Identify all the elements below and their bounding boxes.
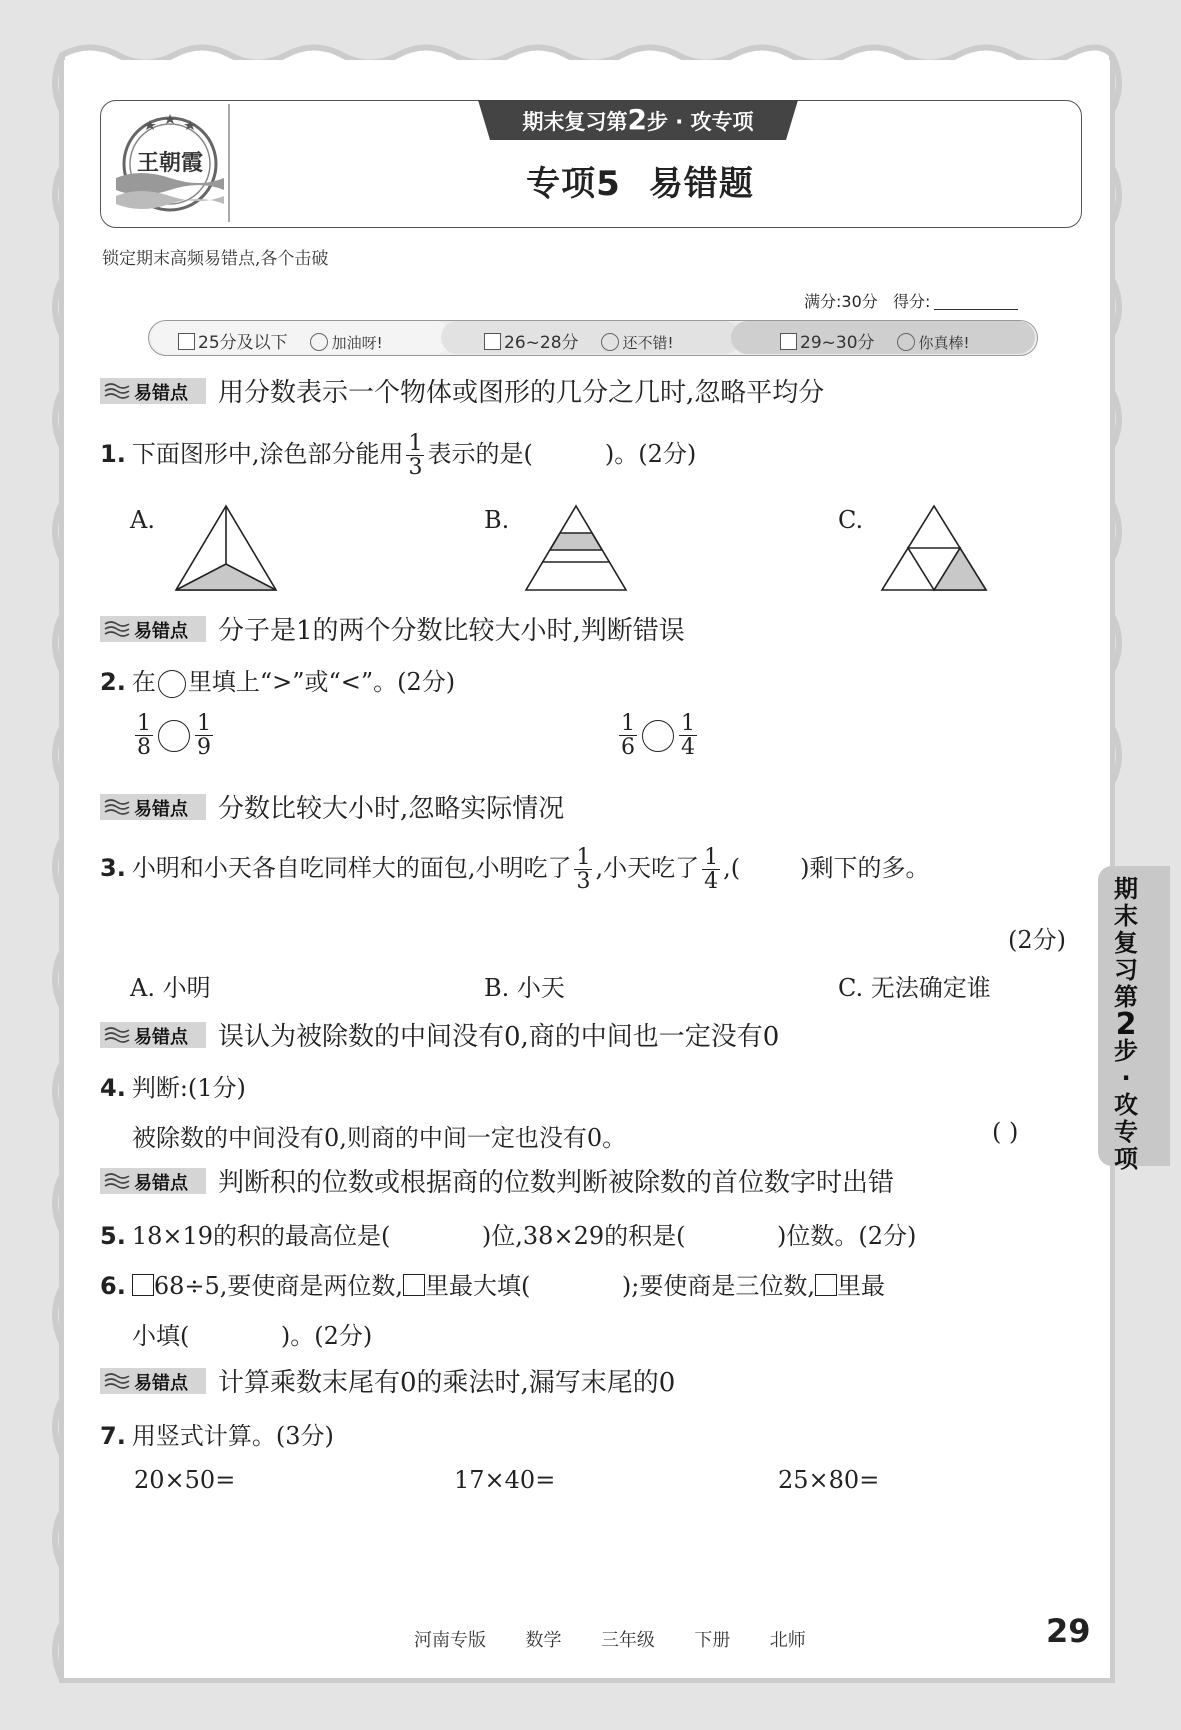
q1-option-c[interactable]: C. xyxy=(838,506,864,534)
q4-statement: 被除数的中间没有0,则商的中间一定也没有0。 xyxy=(132,1124,627,1152)
question-1: 1. 下面图形中,涂色部分能用 $\frac{1}{3}$ 表示的是( )。(2分) xyxy=(100,431,697,481)
page-title: 专项5 易错题 xyxy=(526,164,754,204)
triangle-b-figure xyxy=(524,504,628,592)
question-7: 7. 用竖式计算。(3分) xyxy=(100,1422,334,1450)
question-6: 6. 68÷5,要使商是两位数, 里最大填( );要使商是三位数, 里最 xyxy=(100,1272,886,1300)
q3-option-a[interactable]: A. 小明 xyxy=(130,974,211,1002)
footer-info: 河南专版 数学 三年级 下册 北师 xyxy=(414,1630,806,1651)
header-tab: 期末复习第2步 · 攻专项 xyxy=(522,103,754,136)
side-tab-char: 复 xyxy=(1114,929,1138,957)
face-icon xyxy=(601,333,619,351)
digit-box[interactable] xyxy=(403,1274,425,1296)
banner-divider xyxy=(228,104,230,222)
subtitle: 锁定期末高频易错点,各个击破 xyxy=(102,249,329,269)
q1-option-a[interactable]: A. xyxy=(130,506,155,534)
publisher-logo xyxy=(110,108,230,220)
score-blank[interactable] xyxy=(934,295,1018,310)
wave-icon xyxy=(104,799,130,815)
q6-line2: 小填( )。(2分) xyxy=(132,1322,373,1350)
wave-icon xyxy=(104,383,130,399)
triangle-a-figure xyxy=(174,504,278,592)
question-5: 5. 18×19的积的最高位是( )位,38×29的积是( )位数。(2分) xyxy=(100,1222,917,1250)
face-icon xyxy=(310,333,328,351)
error-badge: 易错点 xyxy=(100,1022,206,1048)
side-tab-char: 第 xyxy=(1114,983,1138,1011)
wave-icon xyxy=(104,1173,130,1189)
q3-option-b[interactable]: B. 小天 xyxy=(484,974,565,1002)
checkbox[interactable] xyxy=(780,333,797,350)
wave-icon xyxy=(104,1027,130,1043)
score-line: 满分:30分 得分: xyxy=(804,289,1018,312)
q3-option-c[interactable]: C. 无法确定谁 xyxy=(838,974,991,1002)
side-tab-char: 攻 xyxy=(1114,1091,1138,1119)
question-3: 3. 小明和小天各自吃同样大的面包,小明吃了 $\frac{1}{3}$ ,小天吃了 $\frac{1}{4}$ ,( )剩下的多。 xyxy=(100,845,930,895)
q2-item-a: $\frac{1}{8}$ $\frac{1}{9}$ xyxy=(137,711,211,761)
error-badge: 易错点 xyxy=(100,616,206,642)
wave-icon xyxy=(104,1373,130,1389)
compare-circle[interactable] xyxy=(158,720,190,752)
svg-text:王朝霞: 王朝霞 xyxy=(136,150,204,176)
rating-item-1: 25分及以下 加油呀! xyxy=(178,328,383,353)
q7-expr-3: 25×80= xyxy=(778,1466,880,1494)
digit-box[interactable] xyxy=(815,1274,837,1296)
error-badge: 易错点 xyxy=(100,1368,206,1394)
page-number: 29 xyxy=(1046,1612,1091,1650)
side-tab-char: 末 xyxy=(1114,902,1138,930)
side-tab-char: 项 xyxy=(1114,1145,1138,1173)
question-2: 2. 在 里填上“>”或“<”。(2分) xyxy=(100,668,456,696)
side-tab-char: · xyxy=(1121,1064,1131,1092)
q1-option-b[interactable]: B. xyxy=(484,506,510,534)
side-tab-char: 步 xyxy=(1114,1037,1138,1065)
side-tab-label xyxy=(1104,876,1148,1173)
q7-expr-1: 20×50= xyxy=(134,1466,236,1494)
compare-circle[interactable] xyxy=(642,720,674,752)
circle-blank[interactable] xyxy=(158,670,186,698)
face-icon xyxy=(897,333,915,351)
checkbox[interactable] xyxy=(178,333,195,350)
digit-box[interactable] xyxy=(132,1274,154,1296)
question-4: 4. 判断:(1分) xyxy=(100,1074,246,1102)
q4-answer-paren[interactable]: ( ) xyxy=(992,1118,1019,1146)
fraction: $\frac{1}{3}$ xyxy=(408,431,423,481)
wave-icon xyxy=(104,621,130,637)
triangle-c-figure xyxy=(880,504,988,592)
side-tab-char: 专 xyxy=(1114,1118,1138,1146)
rating-item-2: 26~28分 还不错! xyxy=(484,328,674,353)
error-badge: 易错点 xyxy=(100,378,206,404)
checkbox[interactable] xyxy=(484,333,501,350)
side-tab-char: 习 xyxy=(1114,956,1138,984)
side-tab-char: 期 xyxy=(1114,875,1138,903)
error-badge: 易错点 xyxy=(100,1168,206,1194)
rating-item-3: 29~30分 你真棒! xyxy=(780,328,970,353)
error-badge: 易错点 xyxy=(100,794,206,820)
q3-score: (2分) xyxy=(1008,926,1066,954)
side-tab-char: 2 xyxy=(1115,1007,1137,1042)
q2-item-b: $\frac{1}{6}$ $\frac{1}{4}$ xyxy=(621,711,695,761)
q7-expr-2: 17×40= xyxy=(454,1466,556,1494)
